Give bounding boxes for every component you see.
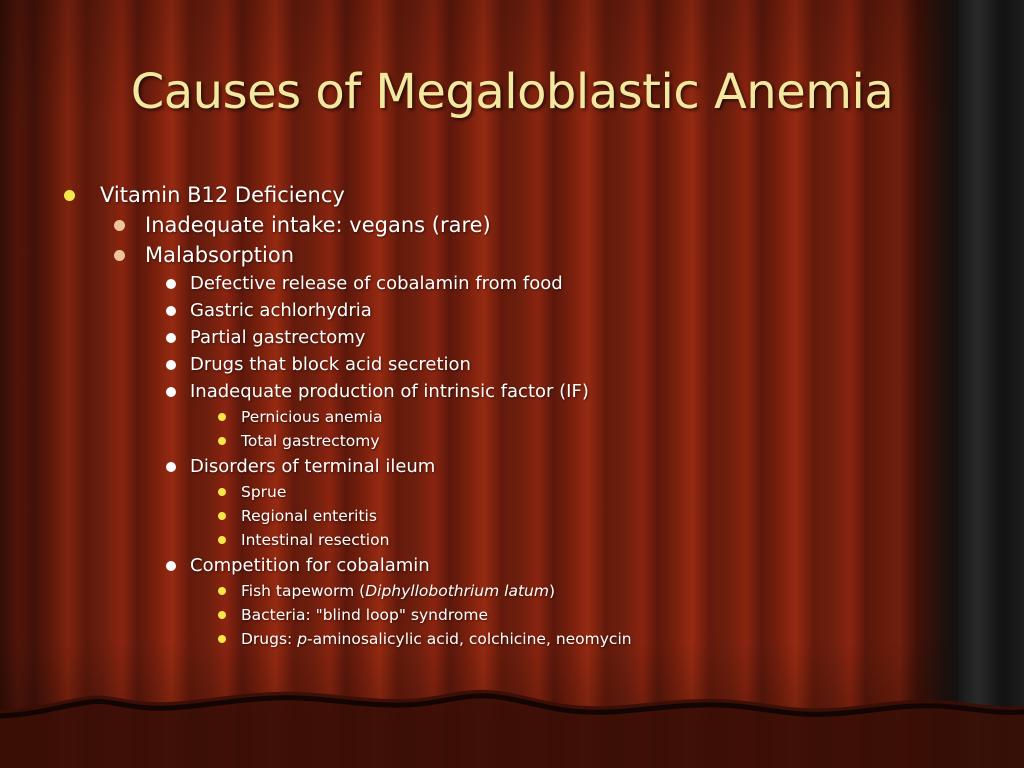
bullet-icon	[166, 279, 176, 289]
bullet-icon	[218, 587, 226, 595]
bullet-icon	[218, 437, 226, 445]
item-text: Inadequate intake: vegans (rare)	[145, 213, 491, 237]
list-item-partial-gastrectomy	[60, 324, 960, 351]
item-text: Bacteria: "blind loop" syndrome	[241, 606, 488, 624]
list-item-vitamin-b12	[60, 180, 960, 210]
list-item-regional-enteritis	[60, 504, 960, 528]
bullet-icon	[218, 536, 226, 544]
bullet-icon	[218, 611, 226, 619]
list-item-pernicious-anemia	[60, 405, 960, 429]
item-text-prefix: Fish tapeworm (	[241, 582, 366, 600]
list-item-drugs	[60, 627, 960, 651]
item-text: Intestinal resection	[241, 531, 390, 549]
para-prefix: p	[297, 630, 308, 648]
item-text: Drugs that block acid secretion	[190, 354, 471, 375]
list-item-bacteria	[60, 603, 960, 627]
item-text-rest: -aminosalicylic acid, colchicine, neomycin	[307, 630, 632, 648]
item-text: Partial gastrectomy	[190, 327, 366, 348]
bullet-icon	[166, 462, 176, 472]
item-text: Defective release of cobalamin from food	[190, 273, 563, 294]
item-text: Total gastrectomy	[241, 432, 380, 450]
list-item-drugs-block-acid	[60, 351, 960, 378]
bullet-icon	[166, 387, 176, 397]
list-item-terminal-ileum	[60, 453, 960, 480]
item-text: Malabsorption	[145, 243, 294, 267]
bullet-icon	[114, 220, 125, 231]
list-item-inadequate-if	[60, 378, 960, 405]
bullet-icon	[166, 561, 176, 571]
bullet-icon	[64, 190, 75, 201]
list-item-gastric-achlorhydria	[60, 297, 960, 324]
bullet-icon	[218, 512, 226, 520]
item-text-prefix: Drugs:	[241, 630, 298, 648]
item-text: Pernicious anemia	[241, 408, 383, 426]
bullet-icon	[166, 306, 176, 316]
item-text: Vitamin B12 Deficiency	[100, 183, 345, 207]
bullet-icon	[218, 413, 226, 421]
item-text: Gastric achlorhydria	[190, 300, 372, 321]
item-text-suffix: )	[548, 582, 556, 600]
item-text: Sprue	[241, 483, 287, 501]
item-text: Inadequate production of intrinsic factor (IF)	[190, 381, 589, 402]
list-item-intestinal-resection	[60, 528, 960, 552]
item-text: Competition for cobalamin	[190, 555, 430, 576]
list-item-malabsorption	[60, 240, 960, 270]
list-item-inadequate-intake	[60, 210, 960, 240]
list-item-competition	[60, 552, 960, 579]
bullet-icon	[218, 488, 226, 496]
stage-edge	[0, 678, 1024, 768]
slide-title: Causes of Megaloblastic Anemia	[130, 64, 894, 120]
list-item-fish-tapeworm	[60, 579, 960, 603]
bullet-icon	[218, 635, 226, 643]
list-item-defective-release	[60, 270, 960, 297]
list-item-total-gastrectomy	[60, 429, 960, 453]
bullet-icon	[166, 360, 176, 370]
bullet-list	[60, 180, 960, 651]
species-name: Diphyllobothrium latum	[365, 582, 549, 600]
item-text: Regional enteritis	[241, 507, 377, 525]
list-item-sprue	[60, 480, 960, 504]
item-text: Disorders of terminal ileum	[190, 456, 436, 477]
bullet-icon	[114, 250, 125, 261]
bullet-icon	[166, 333, 176, 343]
